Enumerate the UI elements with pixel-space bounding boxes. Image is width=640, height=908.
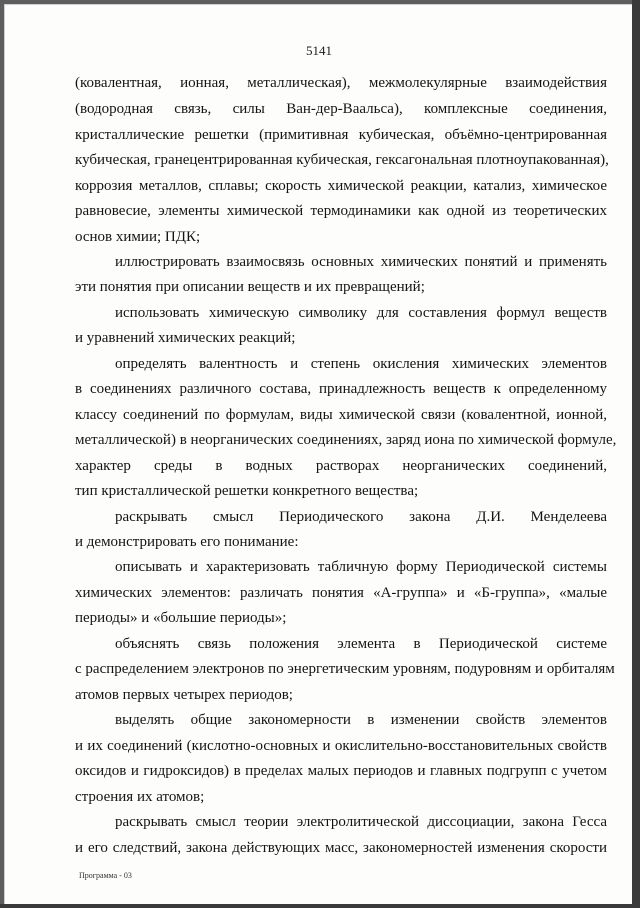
text-line: кристаллические решетки (примитивная кубическая, объёмно-центрированная: [75, 127, 607, 143]
text-line: раскрывать смысл теории электролитической диссоциации, закона Гесса: [115, 814, 607, 830]
text-line: строения их атомов;: [75, 789, 205, 805]
text-line: выделять общие закономерности в изменении свойств элементов: [115, 712, 607, 728]
page-number: 5141: [306, 43, 332, 58]
text-line: коррозия металлов, сплавы; скорость химической реакции, катализ, химическое: [75, 178, 607, 194]
text-line: равновесие, элементы химической термодинамики как одной из теоретических: [75, 203, 607, 219]
text-line: и демонстрировать его понимание:: [75, 534, 299, 550]
text-line: (ковалентная, ионная, металлическая), межмолекулярные взаимодействия: [75, 75, 607, 91]
text-line: металлической) в неорганических соединениях, заряд иона по химической формуле,: [75, 432, 617, 448]
text-line: кубическая, гранецентрированная кубическая, гексагональная плотноупакованная),: [75, 152, 609, 168]
text-line: описывать и характеризовать табличную форму Периодической системы: [115, 559, 607, 575]
text-line: раскрывать смысл Периодического закона Д.И. Менделеева: [115, 509, 607, 525]
text-line: оксидов и гидроксидов) в пределах малых периодов и главных подгрупп с учетом: [75, 763, 607, 779]
text-line: определять валентность и степень окисления химических элементов: [115, 356, 607, 372]
text-line: периоды» и «большие периоды»;: [75, 610, 287, 626]
text-line: характер среды в водных растворах неорганических соединений,: [75, 458, 607, 474]
text-line: иллюстрировать взаимосвязь основных химических понятий и применять: [115, 254, 607, 270]
text-line: тип кристаллической решетки конкретного вещества;: [75, 483, 419, 499]
text-line: атомов первых четырех периодов;: [75, 687, 293, 703]
text-line: основ химии; ПДК;: [75, 229, 201, 245]
text-line: химических элементов: различать понятия «А-группа» и «Б-группа», «малые: [75, 585, 607, 601]
text-line: использовать химическую символику для составления формул веществ: [115, 305, 607, 321]
text-line: и уравнений химических реакций;: [75, 330, 296, 346]
text-line: эти понятия при описании веществ и их превращений;: [75, 279, 425, 295]
scan-shadow-bottom: [0, 904, 640, 908]
text-line: и его следствий, закона действующих масс, закономерностей изменения скорости: [75, 840, 607, 856]
scan-shadow-right: [632, 0, 640, 908]
footer-label: Программа - 03: [79, 871, 132, 880]
text-line: и их соединений (кислотно-основных и окислительно-восстановительных свойств: [75, 738, 607, 754]
document-page: [4, 4, 633, 905]
text-line: объяснять связь положения элемента в Периодической системе: [115, 636, 607, 652]
text-line: (водородная связь, силы Ван-дер-Ваальса), комплексные соединения,: [75, 101, 607, 117]
text-line: в соединениях различного состава, принадлежность веществ к определенному: [75, 381, 607, 397]
text-line: с распределением электронов по энергетическим уровням, подуровням и орбиталям: [75, 661, 615, 677]
text-line: классу соединений по формулам, виды химической связи (ковалентной, ионной,: [75, 407, 607, 423]
